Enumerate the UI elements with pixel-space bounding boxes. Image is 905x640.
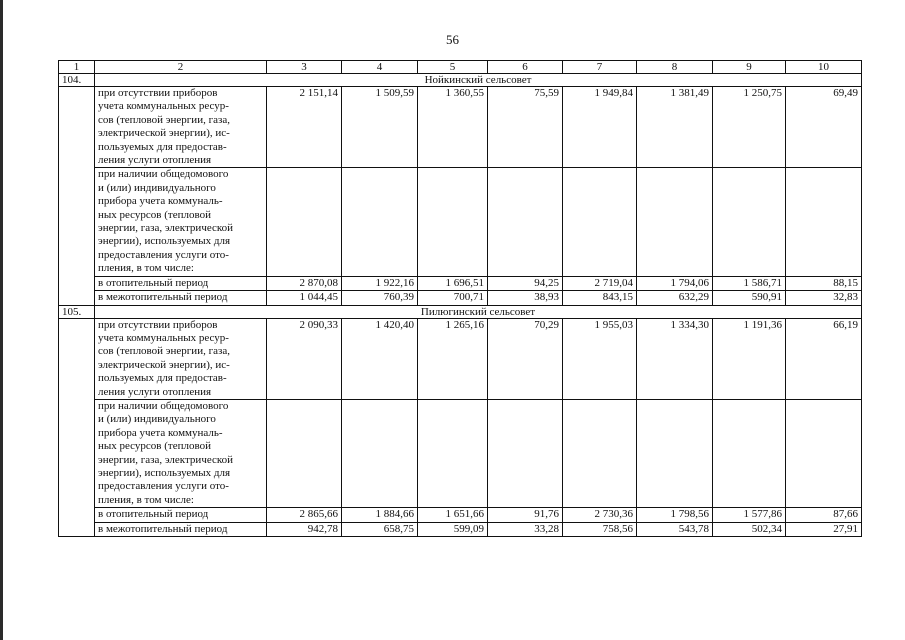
description-line: пользуемых для предостав- [98,140,227,153]
value-cell: 1 586,71 [713,276,786,290]
value-cell: 94,25 [488,276,563,290]
value-cell: 502,34 [713,522,786,536]
empty-cell [488,399,563,507]
value-cell: 2 730,36 [563,508,637,522]
empty-cell [637,399,713,507]
row-label: в межотопительный период [95,291,267,305]
description-line: предоставления услуги ото- [98,480,229,493]
value-cell: 1 250,75 [713,87,786,168]
value-cell: 700,71 [418,291,488,305]
value-cell: 632,29 [637,291,713,305]
value-cell: 1 955,03 [563,318,637,399]
description-line: энергии), используемых для [98,235,231,248]
description-line: электрической энергии), ис- [98,358,230,371]
empty-cell [637,168,713,276]
row-description [95,318,267,399]
description-line: прибора учета коммуналь- [98,195,223,208]
row-number: 105. [59,305,95,318]
value-cell: 66,19 [786,318,862,399]
description-line: прибора учета коммуналь- [98,426,223,439]
column-number: 4 [342,61,418,74]
value-cell: 1 884,66 [342,508,418,522]
section-header-row [59,74,862,87]
table-row [59,522,862,536]
empty-cell [342,168,418,276]
column-number: 7 [563,61,637,74]
column-number: 6 [488,61,563,74]
description-line: при отсутствии приборов [98,87,218,99]
table-row [59,168,862,276]
table-row [59,318,862,399]
value-cell: 1 420,40 [342,318,418,399]
empty-cell [342,399,418,507]
description-line: учета коммунальных ресур- [98,331,229,344]
column-number: 2 [95,61,267,74]
value-cell: 1 798,56 [637,508,713,522]
value-cell: 88,15 [786,276,862,290]
empty-cell [267,399,342,507]
value-cell: 91,76 [488,508,563,522]
value-cell: 2 151,14 [267,87,342,168]
tariff-table [58,60,862,537]
value-cell: 658,75 [342,522,418,536]
value-cell: 1 334,30 [637,318,713,399]
value-cell: 1 794,06 [637,276,713,290]
empty-cell [59,87,95,306]
value-cell: 2 865,66 [267,508,342,522]
row-number: 104. [59,74,95,87]
empty-cell [488,168,563,276]
value-cell: 843,15 [563,291,637,305]
description-line: ных ресурсов (тепловой [98,208,211,221]
description-line: энергии, газа, электрической [98,222,234,235]
description-line: сов (тепловой энергии, газа, [98,113,230,126]
scan-left-edge [0,0,3,640]
value-cell: 1 651,66 [418,508,488,522]
description-line: энергии), используемых для [98,466,231,479]
row-label: в отопительный период [95,276,267,290]
empty-cell [786,399,862,507]
column-number: 1 [59,61,95,74]
value-cell: 942,78 [267,522,342,536]
section-title: Нойкинский сельсовет [95,74,862,87]
row-description [95,87,267,168]
description-line: сов (тепловой энергии, газа, [98,345,230,358]
section-header-row [59,305,862,318]
value-cell: 69,49 [786,87,862,168]
value-cell: 27,91 [786,522,862,536]
value-cell: 1 577,86 [713,508,786,522]
description-line: учета коммунальных ресур- [98,100,229,113]
description-line: при наличии общедомового [98,399,229,412]
column-number: 3 [267,61,342,74]
value-cell: 1 922,16 [342,276,418,290]
empty-cell [418,399,488,507]
value-cell: 33,28 [488,522,563,536]
description-line: ления услуги отопления [98,154,212,167]
empty-cell [59,318,95,537]
table-row [59,508,862,522]
column-number: 9 [713,61,786,74]
row-label: в отопительный период [95,508,267,522]
description-line: и (или) индивидуального [98,181,216,194]
value-cell: 2 719,04 [563,276,637,290]
column-number: 10 [786,61,862,74]
value-cell: 758,56 [563,522,637,536]
value-cell: 1 044,45 [267,291,342,305]
value-cell: 1 381,49 [637,87,713,168]
page-number: 56 [446,32,459,47]
value-cell: 1 191,36 [713,318,786,399]
empty-cell [713,168,786,276]
value-cell: 70,29 [488,318,563,399]
description-line: пления, в том числе: [98,262,194,275]
empty-cell [563,168,637,276]
description-line: энергии, газа, электрической [98,453,234,466]
description-line: пользуемых для предостав- [98,372,227,385]
value-cell: 543,78 [637,522,713,536]
description-line: и (или) индивидуального [98,413,216,426]
description-line: ления услуги отопления [98,385,212,398]
value-cell: 32,83 [786,291,862,305]
description-line: ных ресурсов (тепловой [98,440,211,453]
description-line: при отсутствии приборов [98,318,218,331]
table-row [59,291,862,305]
empty-cell [563,399,637,507]
value-cell: 2 090,33 [267,318,342,399]
column-number: 8 [637,61,713,74]
section-title: Пилюгинский сельсовет [95,305,862,318]
description-line: при наличии общедомового [98,168,229,181]
description-line: пления, в том числе: [98,493,194,506]
value-cell: 760,39 [342,291,418,305]
value-cell: 1 509,59 [342,87,418,168]
column-number-row [59,61,862,74]
row-label: в межотопительный период [95,522,267,536]
table-row [59,276,862,290]
value-cell: 75,59 [488,87,563,168]
value-cell: 38,93 [488,291,563,305]
value-cell: 590,91 [713,291,786,305]
empty-cell [267,168,342,276]
empty-cell [786,168,862,276]
value-cell: 599,09 [418,522,488,536]
empty-cell [418,168,488,276]
value-cell: 87,66 [786,508,862,522]
table-row [59,399,862,507]
row-description [95,399,267,507]
value-cell: 1 360,55 [418,87,488,168]
value-cell: 1 696,51 [418,276,488,290]
value-cell: 2 870,08 [267,276,342,290]
value-cell: 1 265,16 [418,318,488,399]
description-line: электрической энергии), ис- [98,127,230,140]
value-cell: 1 949,84 [563,87,637,168]
table-row [59,87,862,168]
description-line: предоставления услуги ото- [98,248,229,261]
row-description [95,168,267,276]
empty-cell [713,399,786,507]
column-number: 5 [418,61,488,74]
